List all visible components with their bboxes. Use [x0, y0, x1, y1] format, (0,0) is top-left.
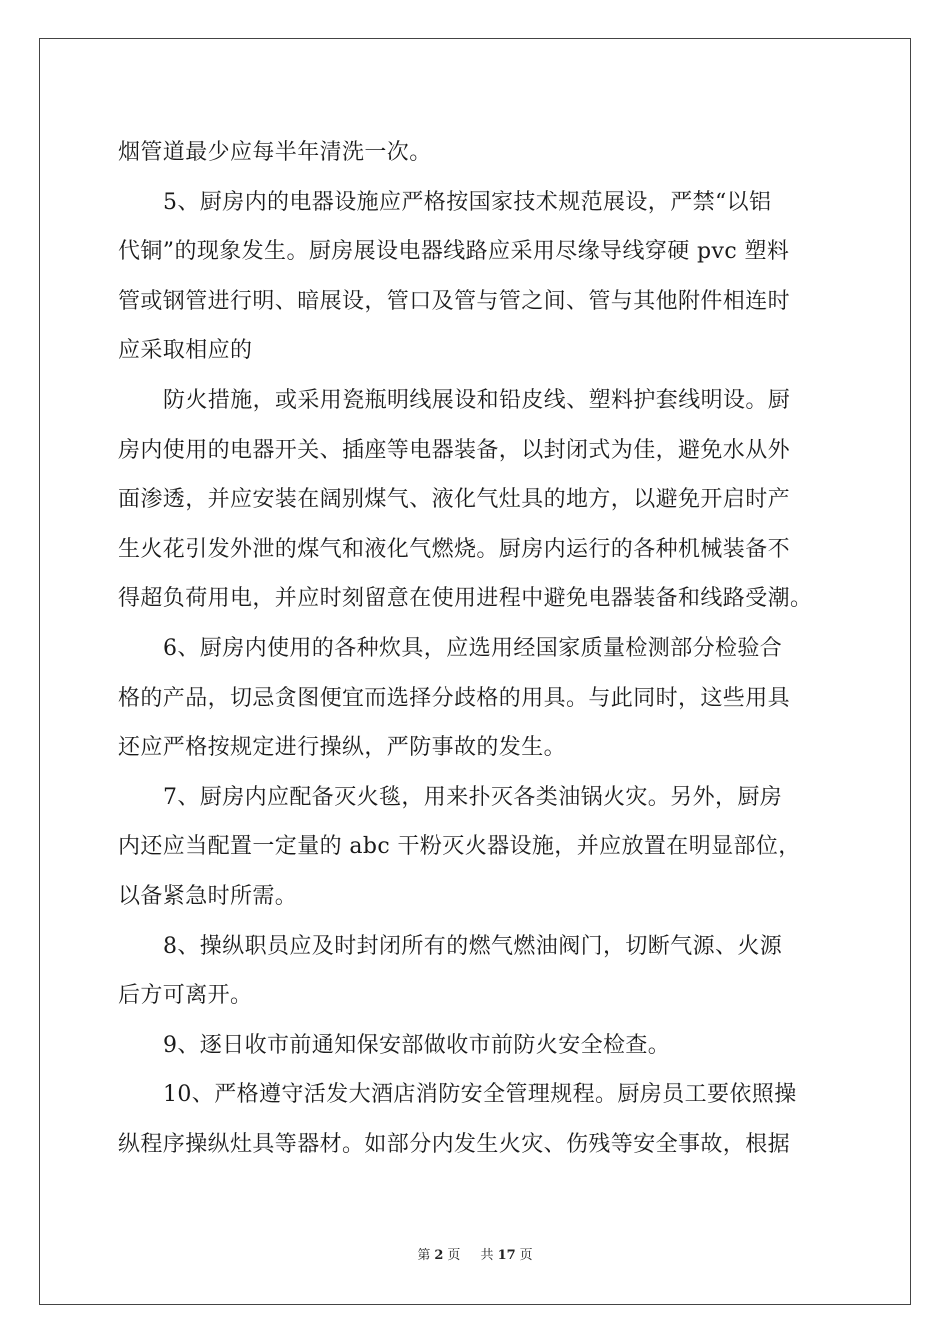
text-line: 7、厨房内应配备灭火毯，用来扑灭各类油锅火灾。另外，厨房 [163, 784, 783, 810]
text-line: 应采取相应的 [118, 338, 253, 364]
document-body [118, 128, 834, 1169]
text-line: 烟管道最少应每半年清洗一次。 [118, 140, 432, 165]
total-indicator [477, 1248, 537, 1263]
text-line: 管或钢管进行明、暗展设，管口及管与管之间、管与其他附件相连时 [118, 288, 791, 314]
page-indicator [413, 1248, 464, 1263]
text-line: 代铜”的现象发生。厨房展设电器线路应采用尽缘导线穿硬 pvc 塑料 [118, 239, 790, 265]
text-line: 得超负荷用电，并应时刻留意在使用进程中避免电器装备和线路受潮。 [118, 586, 813, 612]
text-line: 生火花引发外泄的煤气和液化气燃烧。厨房内运行的各种机械装备不 [118, 536, 791, 562]
text-line: 以备紧急时所需。 [118, 883, 298, 909]
text-line: 格的产品，切忌贪图便宜而选择分歧格的用具。与此同时，这些用具 [118, 685, 791, 711]
text-line: 10、严格遵守活发大酒店消防安全管理规程。厨房员工要依照操 [163, 1082, 797, 1108]
total-pages: 17 [497, 1248, 516, 1263]
text-line: 9、逐日收市前通知保安部做收市前防火安全检查。 [163, 1032, 671, 1058]
page-suffix: 页 [447, 1248, 461, 1263]
page-footer [0, 1248, 950, 1264]
text-line: 纵程序操纵灶具等器材。如部分内发生火灾、伤残等安全事故，根据 [118, 1131, 791, 1157]
text-line: 内还应当配置一定量的 abc 干粉灭火器设施，并应放置在明显部位， [118, 834, 801, 860]
page-number: 2 [434, 1248, 444, 1263]
text-line: 后方可离开。 [118, 983, 253, 1009]
total-prefix: 共 [480, 1248, 494, 1263]
text-line: 6、厨房内使用的各种炊具，应选用经国家质量检测部分检验合 [163, 635, 783, 661]
text-line: 面渗透，并应安装在阔别煤气、液化气灶具的地方，以避免开启时产 [118, 487, 791, 513]
total-suffix: 页 [519, 1248, 533, 1263]
text-line: 还应严格按规定进行操纵，严防事故的发生。 [118, 735, 567, 761]
page-prefix: 第 [417, 1248, 431, 1263]
text-line: 5、厨房内的电器设施应严格按国家技术规范展设，严禁“以铝 [163, 189, 772, 215]
text-line: 8、操纵职员应及时封闭所有的燃气燃油阀门，切断气源、火源 [163, 933, 783, 959]
text-line: 防火措施，或采用瓷瓶明线展设和铅皮线、塑料护套线明设。厨 [163, 387, 791, 413]
text-line: 房内使用的电器开关、插座等电器装备，以封闭式为佳，避免水从外 [118, 437, 791, 463]
